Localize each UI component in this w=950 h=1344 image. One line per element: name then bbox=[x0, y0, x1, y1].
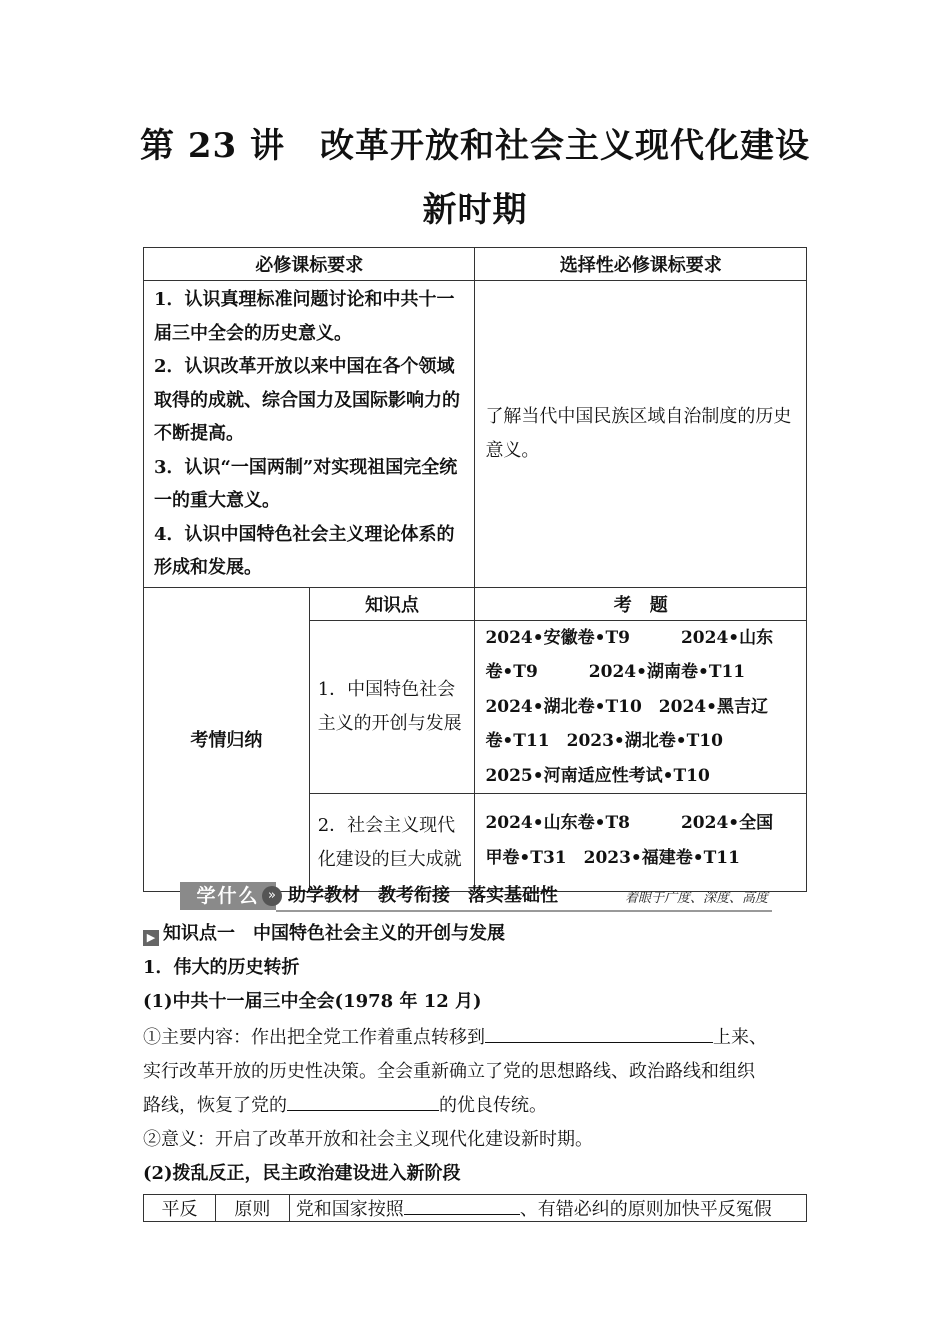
required-cell bbox=[144, 281, 475, 588]
subsection-heading: (2)拨乱反正，民主政治建设进入新阶段 bbox=[143, 1163, 461, 1184]
question-line: 2024•安徽卷•T9 2024•山东 bbox=[485, 627, 774, 648]
question-line: 卷•T11 2023•湖北卷•T10 bbox=[485, 731, 723, 751]
section-banner bbox=[180, 882, 772, 912]
banner-divider bbox=[276, 910, 772, 912]
text-span: 党和国家按照 bbox=[295, 1199, 404, 1220]
question-line: 卷•T9 2024•湖南卷•T11 bbox=[485, 662, 746, 682]
banner-text: 助学教材 教考衔接 落实基础性 bbox=[288, 885, 558, 906]
text-span: 、有错必纠的原则加快平反冤假 bbox=[519, 1199, 772, 1220]
exam-summary-label: 考情归纳 bbox=[144, 587, 310, 892]
required-item: 2．认识改革开放以来中国在各个领域取得的成就、综合国力及国际影响力的不断提高。 bbox=[154, 356, 460, 444]
paragraph-significance: ②意义：开启了改革开放和社会主义现代化建设新时期。 bbox=[143, 1129, 593, 1150]
knowledge-cell bbox=[309, 620, 475, 794]
question-line: 2025•河南适应性考试•T10 bbox=[485, 765, 710, 786]
knowledge-point-title: 知识点一 中国特色社会主义的开创与发展 bbox=[163, 923, 505, 944]
subsection-heading: (1)中共十一届三中全会(1978 年 12 月) bbox=[143, 991, 482, 1012]
cell-rehab: 平反 bbox=[144, 1195, 216, 1222]
elective-cell bbox=[475, 281, 807, 588]
knowledge-cell bbox=[309, 794, 475, 892]
questions-cell bbox=[475, 620, 807, 794]
question-line: 甲卷•T31 2023•福建卷•T11 bbox=[485, 847, 740, 868]
fill-blank[interactable] bbox=[287, 1090, 439, 1111]
chevron-right-icon: » bbox=[262, 886, 282, 906]
page-title-line1: 第 23 讲 改革开放和社会主义现代化建设 bbox=[140, 126, 810, 166]
question-line: 2024•山东卷•T8 2024•全国 bbox=[485, 813, 774, 833]
cell-principle: 原则 bbox=[215, 1195, 289, 1222]
requirements-table bbox=[143, 247, 807, 892]
header-knowledge: 知识点 bbox=[309, 587, 475, 620]
required-item: 3．认识“一国两制”对实现祖国完全统一的重大意义。 bbox=[154, 456, 458, 511]
knowledge-point-heading bbox=[143, 917, 807, 951]
header-questions: 考 题 bbox=[475, 587, 807, 620]
text-span: 上来、 bbox=[713, 1027, 767, 1048]
cell-content bbox=[289, 1195, 806, 1222]
text-span: 的优良传统。 bbox=[439, 1095, 547, 1116]
banner-slogan: 着眼于广度、深度、高度 bbox=[624, 891, 768, 906]
paragraph-content bbox=[143, 1089, 807, 1123]
header-elective: 选择性必修课标要求 bbox=[475, 248, 807, 281]
required-item: 1．认识真理标准问题讨论和中共十一届三中全会的历史意义。 bbox=[154, 289, 455, 344]
knowledge-text: 2．社会主义现代化建设的巨大成就 bbox=[317, 815, 462, 870]
question-line: 2024•湖北卷•T10 2024•黑吉辽 bbox=[485, 696, 768, 717]
paragraph-content: 实行改革开放的历史性决策。全会重新确立了党的思想路线、政治路线和组织 bbox=[143, 1061, 755, 1082]
section-heading: 1．伟大的历史转折 bbox=[143, 957, 300, 978]
header-required: 必修课标要求 bbox=[144, 248, 475, 281]
paragraph-content bbox=[143, 1021, 807, 1055]
questions-cell bbox=[475, 794, 807, 892]
text-span: ①主要内容：作出把全党工作着重点转移到 bbox=[143, 1027, 485, 1048]
required-list bbox=[144, 281, 474, 587]
play-triangle-icon: ▶ bbox=[143, 930, 159, 946]
knowledge-text: 1．中国特色社会主义的开创与发展 bbox=[317, 679, 462, 734]
text-span: 路线，恢复了党的 bbox=[143, 1095, 287, 1116]
banner-tag: 学什么 bbox=[180, 882, 276, 910]
page-title-line2: 新时期 bbox=[422, 190, 528, 230]
fill-blank[interactable] bbox=[404, 1196, 520, 1215]
fill-blank[interactable] bbox=[485, 1022, 713, 1043]
required-item: 4．认识中国特色社会主义理论体系的形成和发展。 bbox=[154, 523, 455, 578]
elective-text: 了解当代中国民族区域自治制度的历史意义。 bbox=[485, 406, 792, 461]
rehabilitation-table bbox=[143, 1194, 807, 1222]
